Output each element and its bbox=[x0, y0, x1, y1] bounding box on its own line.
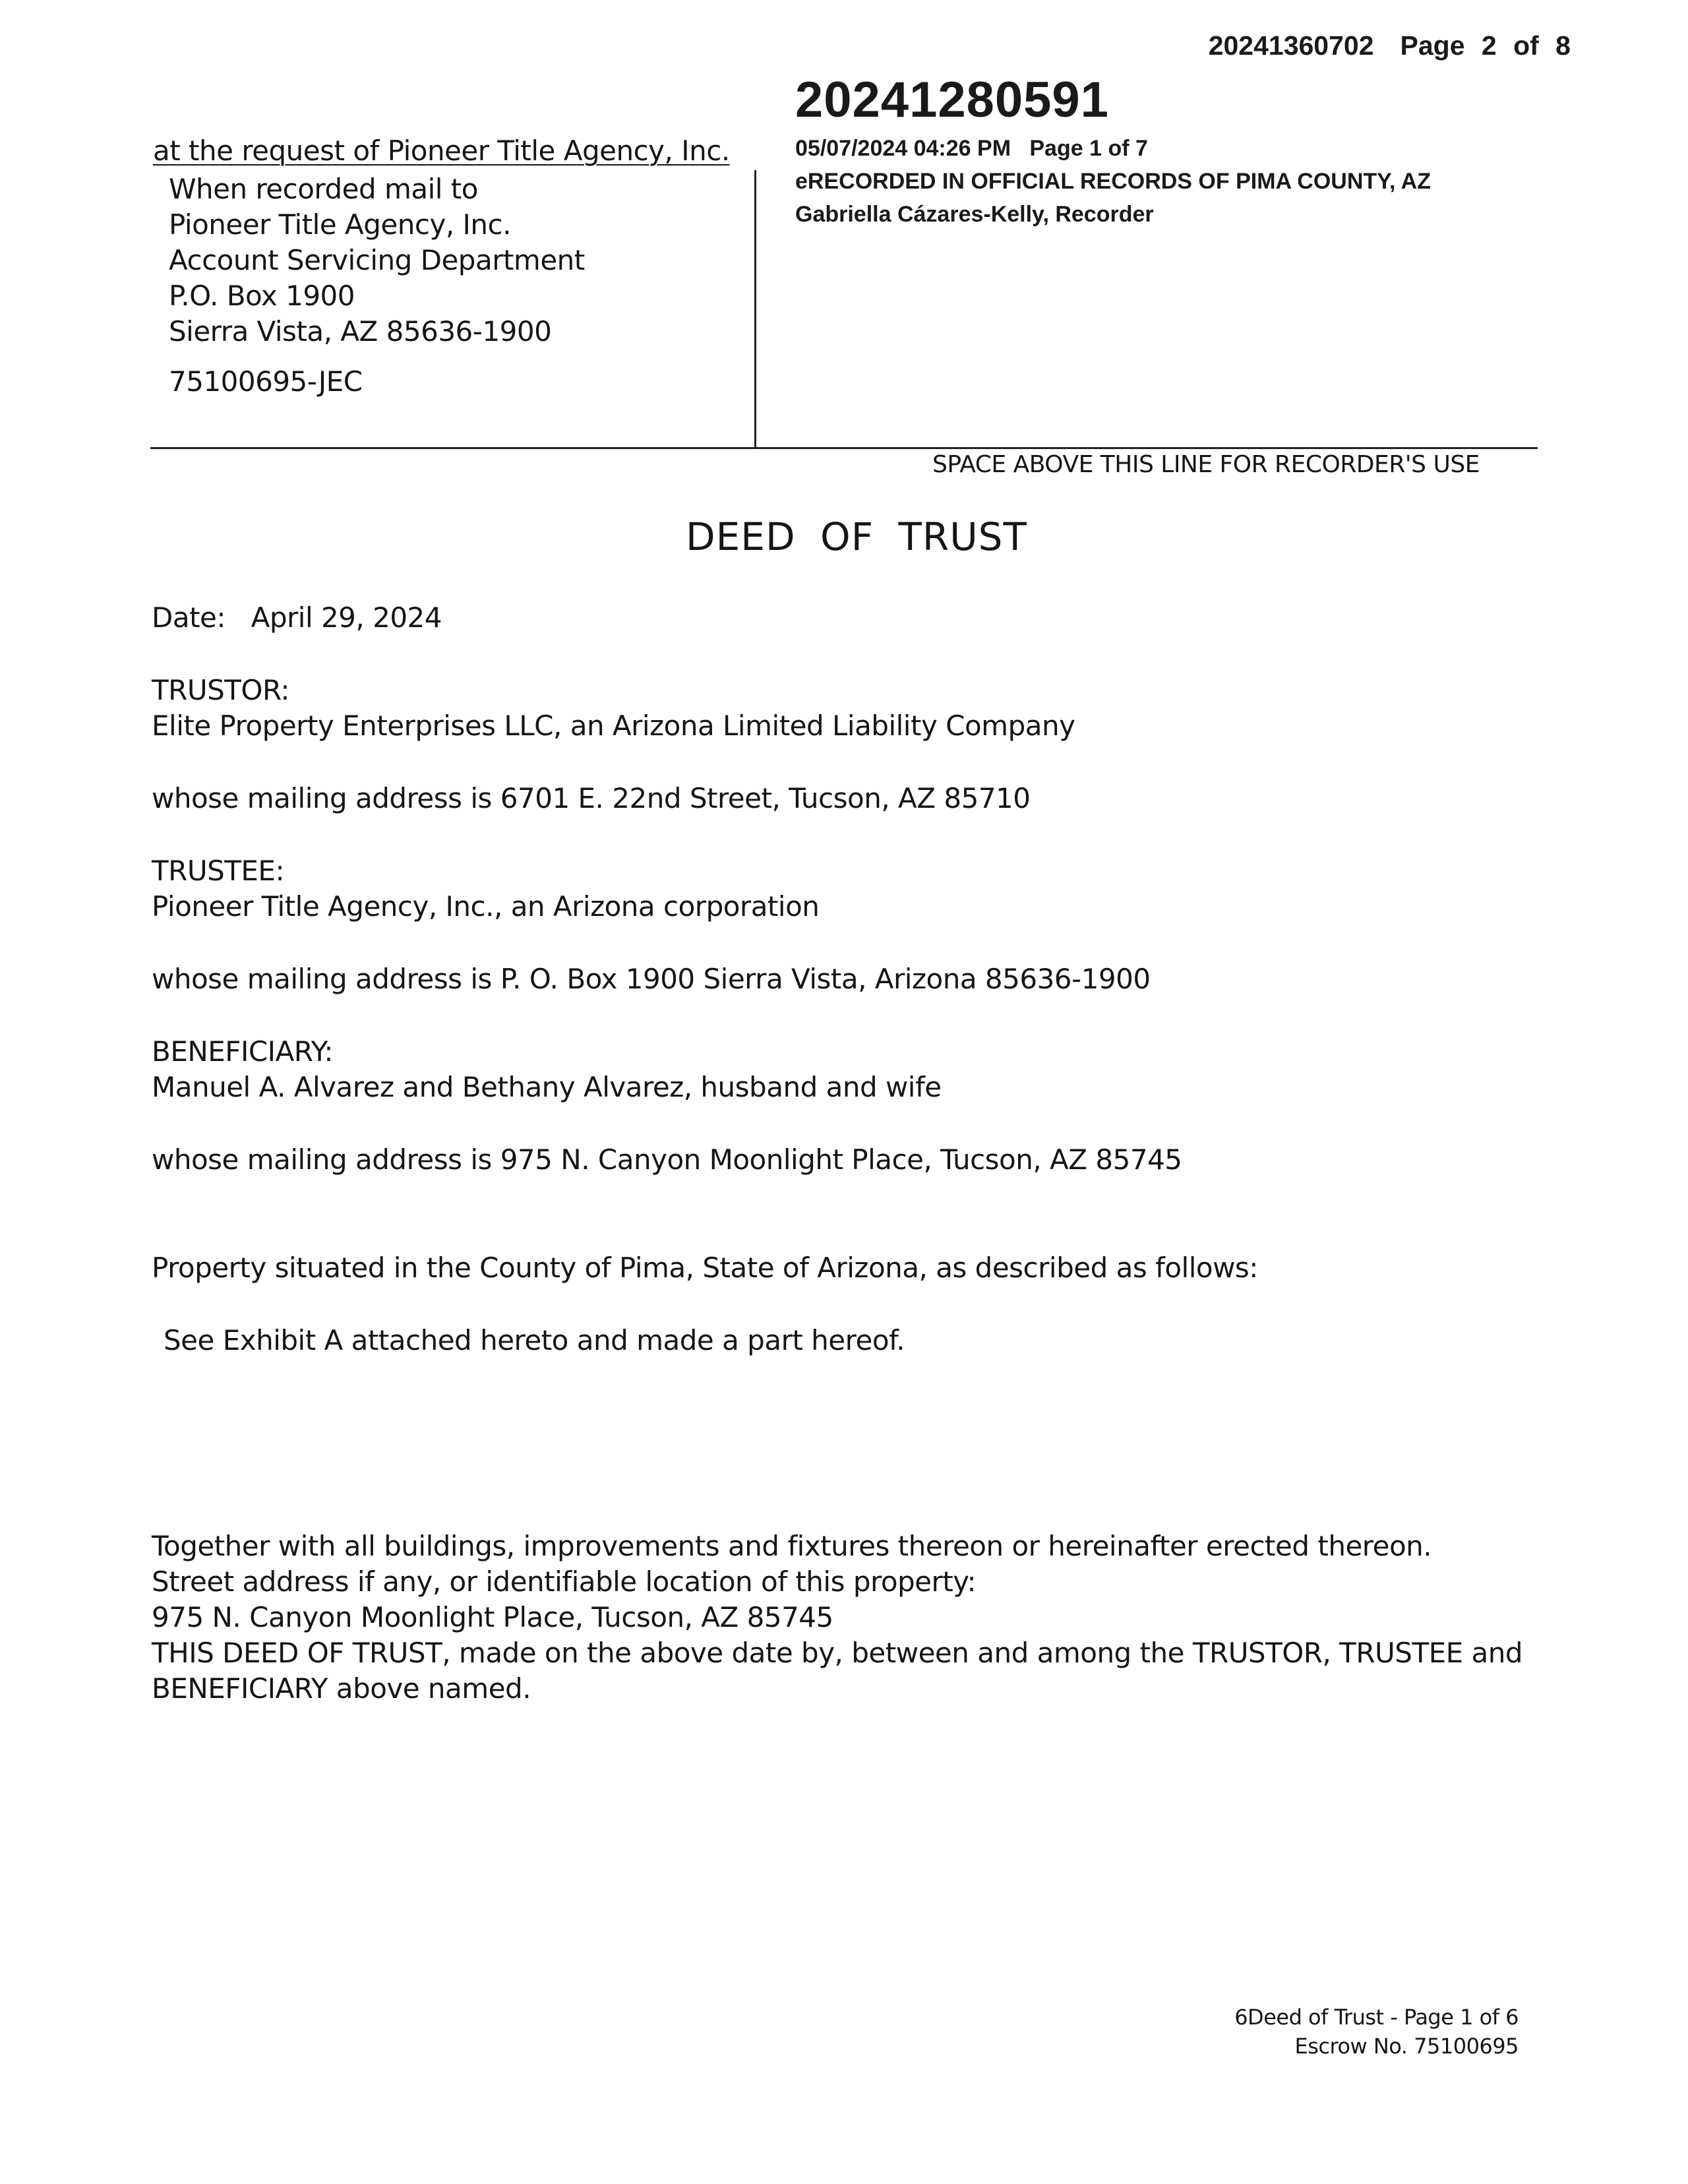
mail-to-line-4: P.O. Box 1900 bbox=[169, 280, 355, 312]
closing-line-2: Street address if any, or identifiable location of this property: bbox=[152, 1565, 977, 1598]
file-number: 75100695-JEC bbox=[169, 365, 363, 398]
mail-to-line-3: Account Servicing Department bbox=[169, 244, 585, 276]
mail-to-line-5: Sierra Vista, AZ 85636-1900 bbox=[169, 315, 552, 348]
recorded-datetime-line bbox=[795, 136, 1148, 162]
date-value: April 29, 2024 bbox=[251, 601, 442, 634]
closing-line-4: THIS DEED OF TRUST, made on the above date by, between and among the TRUSTOR, TRUSTEE and bbox=[152, 1637, 1523, 1669]
mail-to-line-2: Pioneer Title Agency, Inc. bbox=[169, 208, 511, 241]
closing-line-3: 975 N. Canyon Moonlight Place, Tucson, AZ 85745 bbox=[152, 1601, 833, 1633]
top-reference bbox=[1209, 30, 1571, 61]
recording-number: 20241280591 bbox=[795, 72, 1109, 128]
recorded-in-line: eRECORDED IN OFFICIAL RECORDS OF PIMA COUNTY, AZ bbox=[795, 169, 1432, 194]
top-reference-number: 20241360702 bbox=[1208, 30, 1374, 61]
recorded-page: Page 1 of 7 bbox=[1029, 136, 1148, 161]
requested-by: at the request of Pioneer Title Agency, Inc. bbox=[153, 135, 730, 167]
beneficiary-address: whose mailing address is 975 N. Canyon Moonlight Place, Tucson, AZ 85745 bbox=[152, 1143, 1182, 1176]
property-statement: Property situated in the County of Pima, State of Arizona, as described as follows: bbox=[152, 1252, 1258, 1284]
trustor-address: whose mailing address is 6701 E. 22nd Street, Tucson, AZ 85710 bbox=[152, 782, 1031, 814]
trustor-heading: TRUSTOR: bbox=[152, 674, 289, 706]
closing-line-5: BENEFICIARY above named. bbox=[152, 1672, 531, 1705]
beneficiary-heading: BENEFICIARY: bbox=[152, 1035, 334, 1068]
trustor-name: Elite Property Enterprises LLC, an Arizona Limited Liability Company bbox=[152, 710, 1075, 742]
recorded-datetime: 05/07/2024 04:26 PM bbox=[795, 136, 1011, 161]
trustee-heading: TRUSTEE: bbox=[152, 855, 285, 887]
trustee-address: whose mailing address is P. O. Box 1900 Sierra Vista, Arizona 85636-1900 bbox=[152, 963, 1151, 995]
document-title: DEED OF TRUST bbox=[686, 514, 1027, 559]
trustee-name: Pioneer Title Agency, Inc., an Arizona corporation bbox=[152, 890, 820, 923]
date-label: Date: bbox=[152, 601, 226, 634]
footer-form-page: 6Deed of Trust - Page 1 of 6 bbox=[1234, 2005, 1519, 2030]
beneficiary-name: Manuel A. Alvarez and Bethany Alvarez, husband and wife bbox=[152, 1071, 942, 1103]
exhibit-reference: See Exhibit A attached hereto and made a part hereof. bbox=[164, 1324, 905, 1356]
footer-escrow-number: Escrow No. 75100695 bbox=[1294, 2034, 1519, 2059]
date-line bbox=[152, 601, 442, 634]
mail-to-line-1: When recorded mail to bbox=[169, 173, 478, 205]
recorder-use-divider bbox=[150, 447, 1538, 449]
closing-line-1: Together with all buildings, improvements and fixtures thereon or hereinafter erected thereon. bbox=[152, 1530, 1432, 1562]
recorder-name: Gabriella Cázares-Kelly, Recorder bbox=[795, 202, 1154, 227]
top-page-count: Page 2 of 8 bbox=[1400, 30, 1571, 61]
recorder-space-label: SPACE ABOVE THIS LINE FOR RECORDER'S USE bbox=[932, 451, 1480, 478]
